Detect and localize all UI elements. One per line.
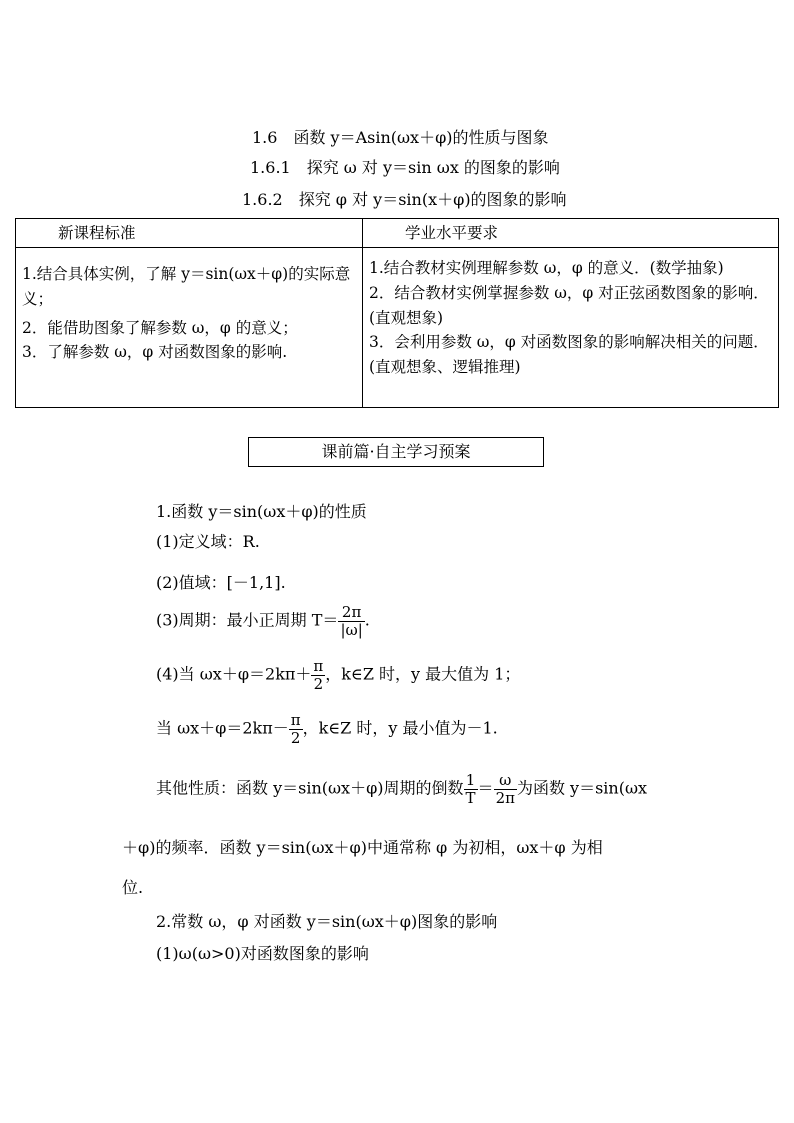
other-properties-line2: ＋φ)的频率．函数 y＝sin(ωx＋φ)中通常称 φ 为初相，ωx＋φ 为相 [122, 838, 603, 857]
property-range: (2)值域：[－1,1]. [156, 573, 286, 592]
other-text-a: 其他性质：函数 y＝sin(ωx＋φ)周期的倒数 [156, 778, 464, 798]
property-max [156, 658, 520, 692]
standards-right-item: 3．会利用参数 ω，φ 对函数图象的影响解决相关的问题．(直观想象、逻辑推理) [369, 333, 769, 377]
property-min [156, 712, 498, 746]
min-text: 当 ωx＋φ＝2kπ－ [156, 718, 289, 738]
section-title: 课前篇·自主学习预案 [248, 437, 544, 467]
fraction-denominator: |ω| [340, 620, 363, 639]
other-properties [156, 772, 647, 806]
standards-right-header: 学业水平要求 [363, 219, 779, 248]
period-fraction [338, 604, 364, 638]
max-text: (4)当 ωx＋φ＝2kπ＋ [156, 664, 312, 684]
fraction-numerator: ω [494, 772, 517, 790]
fraction-denominator: 2 [290, 728, 301, 747]
property-period: (3)周期：最小正周期 T＝ $\frac{2\pi}{|\omega|}$ . [156, 603, 370, 639]
period-text: (3)周期：最小正周期 T＝ [156, 610, 339, 630]
fraction-denominator: T [465, 788, 476, 807]
frequency-fraction-2 [494, 772, 517, 806]
standards-table [15, 218, 779, 408]
frequency-fraction-1 [464, 772, 478, 806]
max-fraction [311, 658, 325, 692]
standards-left-item: 3．了解参数 ω，φ 对函数图象的影响. [22, 343, 288, 362]
max-suffix: ，k∈Z 时，y 最大值为 1； [325, 664, 521, 684]
standards-right-item: 2．结合教材实例掌握参数 ω，φ 对正弦函数图象的影响．(直观想象) [369, 283, 769, 327]
other-text-b: 为函数 y＝sin(ωx [516, 778, 648, 798]
fraction-numerator: 1 [464, 772, 478, 790]
equals-sign: ＝ [477, 778, 494, 798]
standards-left-item: 2．能借助图象了解参数 ω，φ 的意义； [22, 318, 298, 337]
standards-left-cell [16, 248, 363, 408]
standards-left-header: 新课程标准 [16, 219, 363, 248]
fraction-numerator: π [313, 657, 324, 675]
page-title: 1.6 函数 y＝Asin(ωx＋φ)的性质与图象 [252, 128, 549, 147]
subtitle-2: 1.6.2 探究 φ 对 y＝sin(x＋φ)的图象的影响 [242, 190, 567, 209]
other-properties-line3: 位. [122, 878, 144, 897]
standards-left-item: 1.结合具体实例，了解 y＝sin(ωx＋φ)的实际意义； [22, 265, 351, 308]
property-domain: (1)定义域：R. [156, 532, 260, 551]
min-suffix: ，k∈Z 时，y 最小值为－1. [302, 718, 498, 738]
heading-effects: 2.常数 ω，φ 对函数 y＝sin(ωx＋φ)图象的影响 [156, 912, 498, 931]
omega-effect: (1)ω(ω>0)对函数图象的影响 [156, 944, 369, 963]
subtitle-1: 1.6.1 探究 ω 对 y＝sin ωx 的图象的影响 [250, 158, 560, 177]
fraction-numerator: π [290, 711, 301, 729]
min-fraction [289, 712, 303, 746]
standards-right-item: 1.结合教材实例理解参数 ω，φ 的意义．(数学抽象) [369, 259, 724, 277]
fraction-denominator: 2π [495, 788, 515, 807]
fraction-denominator: 2 [313, 674, 324, 693]
fraction-numerator: 2π [338, 604, 364, 622]
heading-properties: 1.函数 y＝sin(ωx＋φ)的性质 [156, 502, 367, 521]
standards-right-cell [363, 248, 779, 408]
